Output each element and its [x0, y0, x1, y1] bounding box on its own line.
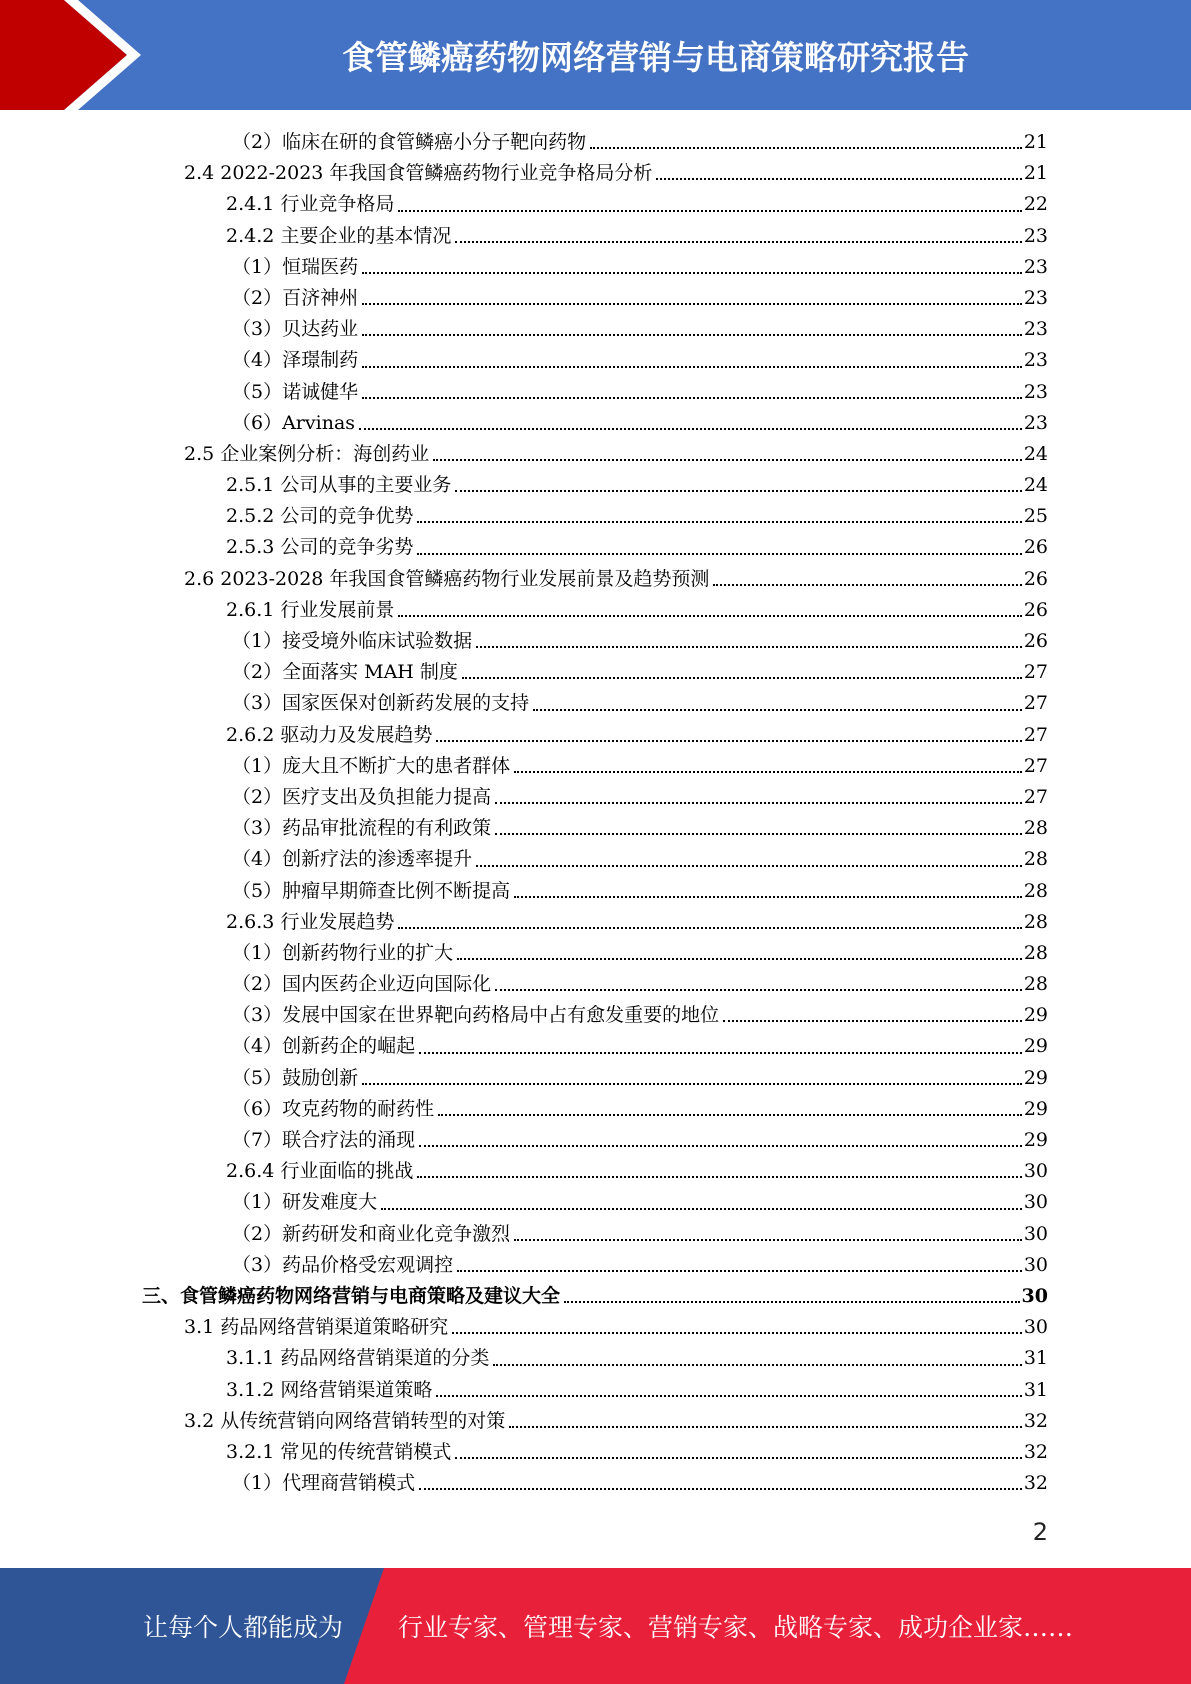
toc-dot-leader — [398, 615, 1021, 617]
toc-entry[interactable] — [0, 626, 1191, 657]
toc-dot-leader — [457, 958, 1022, 960]
toc-dot-leader — [713, 584, 1021, 586]
toc-entry-label: （3）发展中国家在世界靶向药格局中占有愈发重要的地位 — [232, 1004, 720, 1027]
toc-entry[interactable] — [0, 501, 1191, 532]
toc-entry-page: 27 — [1023, 692, 1048, 715]
toc-entry-page: 30 — [1023, 1316, 1048, 1339]
toc-dot-leader — [362, 397, 1022, 399]
toc-dot-leader — [514, 896, 1022, 898]
toc-entry-page: 30 — [1021, 1284, 1048, 1307]
toc-dot-leader — [436, 740, 1021, 742]
toc-entry-page: 29 — [1023, 1129, 1048, 1151]
toc-entry[interactable] — [0, 470, 1191, 501]
toc-entry-page: 30 — [1023, 1191, 1048, 1214]
toc-entry-label: （5）肿瘤早期筛查比例不断提高 — [232, 879, 511, 902]
toc-entry[interactable] — [0, 158, 1191, 189]
toc-dot-leader — [495, 833, 1022, 835]
toc-dot-leader — [656, 178, 1021, 180]
toc-entry-label: （7）联合疗法的涌现 — [232, 1129, 416, 1151]
toc-entry[interactable] — [0, 657, 1191, 688]
toc-dot-leader — [362, 366, 1022, 368]
toc-entry-page: 32 — [1023, 1440, 1048, 1463]
toc-entry[interactable] — [0, 189, 1191, 220]
toc-dot-leader — [495, 989, 1022, 991]
toc-entry-page: 24 — [1023, 442, 1048, 465]
toc-dot-leader — [436, 1395, 1021, 1397]
toc-entry[interactable] — [0, 532, 1191, 563]
toc-entry-label: （1）庞大且不断扩大的患者群体 — [232, 754, 511, 777]
toc-dot-leader — [433, 459, 1022, 461]
toc-entry-page: 27 — [1023, 661, 1048, 684]
toc-entry-page: 28 — [1023, 848, 1048, 871]
toc-dot-leader — [398, 927, 1021, 929]
toc-dot-leader — [359, 428, 1022, 430]
toc-entry-label: 2.4.2 主要企业的基本情况 — [226, 224, 452, 247]
toc-dot-leader — [590, 147, 1022, 149]
toc-entry-page: 21 — [1023, 131, 1048, 153]
toc-entry-label: （1）恒瑞医药 — [232, 255, 359, 278]
toc-dot-leader — [455, 490, 1021, 492]
toc-entry-label: （3）药品审批流程的有利政策 — [232, 817, 492, 840]
toc-dot-leader — [533, 709, 1022, 711]
page-footer — [0, 1568, 1191, 1684]
toc-entry[interactable] — [0, 1437, 1191, 1468]
toc-dot-leader — [362, 334, 1022, 336]
toc-entry-page: 30 — [1023, 1160, 1048, 1183]
toc-dot-leader — [438, 1114, 1022, 1116]
toc-entry[interactable] — [0, 813, 1191, 844]
toc-entry-label: 3.1.1 药品网络营销渠道的分类 — [226, 1347, 490, 1370]
toc-entry-label: （1）创新药物行业的扩大 — [232, 941, 454, 964]
toc-entry-page: 23 — [1023, 411, 1048, 434]
toc-entry-label: 2.5.1 公司从事的主要业务 — [226, 474, 452, 497]
toc-entry-label: 2.6.4 行业面临的挑战 — [226, 1160, 414, 1183]
toc-entry-label: （3）药品价格受宏观调控 — [232, 1253, 454, 1276]
toc-dot-leader — [493, 1364, 1021, 1366]
toc-entry-label: （1）代理商营销模式 — [232, 1472, 416, 1495]
toc-entry[interactable] — [0, 720, 1191, 751]
toc-entry-label: （4）泽璟制药 — [232, 349, 359, 372]
toc-entry[interactable] — [0, 751, 1191, 782]
report-title: 食管鳞癌药物网络营销与电商策略研究报告 — [342, 37, 969, 77]
toc-entry[interactable] — [0, 1281, 1191, 1312]
toc-entry-page: 26 — [1023, 630, 1048, 652]
toc-entry[interactable] — [0, 1343, 1191, 1374]
toc-entry[interactable] — [0, 1406, 1191, 1437]
toc-entry[interactable] — [0, 1375, 1191, 1406]
toc-entry-page: 25 — [1023, 505, 1048, 528]
toc-entry-label: 三、食管鳞癌药物网络营销与电商策略及建议大全 — [142, 1284, 561, 1307]
toc-entry[interactable] — [0, 1250, 1191, 1281]
toc-entry[interactable] — [0, 969, 1191, 1000]
toc-entry-page: 30 — [1023, 1253, 1048, 1276]
toc-entry[interactable] — [0, 1094, 1191, 1125]
toc-dot-leader — [362, 272, 1022, 274]
toc-dot-leader — [398, 210, 1021, 212]
toc-dot-leader — [455, 1457, 1021, 1459]
toc-entry[interactable] — [0, 1468, 1191, 1499]
toc-entry-page: 32 — [1023, 1472, 1048, 1495]
toc-entry-label: 2.6.3 行业发展趋势 — [226, 910, 395, 933]
toc-dot-leader — [419, 1488, 1022, 1490]
toc-entry[interactable] — [0, 439, 1191, 470]
toc-dot-leader — [514, 771, 1022, 773]
toc-entry-label: （2）医疗支出及负担能力提高 — [232, 785, 492, 808]
toc-entry-page: 23 — [1023, 380, 1048, 403]
toc-dot-leader — [509, 1426, 1022, 1428]
toc-entry-page: 28 — [1023, 910, 1048, 933]
toc-entry[interactable] — [0, 782, 1191, 813]
toc-entry[interactable] — [0, 1031, 1191, 1062]
toc-entry[interactable] — [0, 377, 1191, 408]
toc-dot-leader — [723, 1020, 1022, 1022]
toc-dot-leader — [495, 802, 1022, 804]
toc-entry-label: （2）全面落实 MAH 制度 — [232, 661, 458, 684]
toc-entry-page: 26 — [1023, 567, 1048, 590]
toc-entry-label: （4）创新疗法的渗透率提升 — [232, 848, 473, 871]
toc-entry-page: 29 — [1023, 1035, 1048, 1058]
toc-dot-leader — [462, 677, 1022, 679]
footer-slogan-right: 行业专家、管理专家、营销专家、战略专家、成功企业家…… — [398, 1613, 1074, 1642]
toc-entry-page: 27 — [1023, 785, 1048, 808]
toc-entry[interactable] — [0, 221, 1191, 252]
toc-entry[interactable] — [0, 127, 1191, 158]
toc-entry-page: 23 — [1023, 224, 1048, 247]
toc-entry-label: 2.6 2023-2028 年我国食管鳞癌药物行业发展前景及趋势预测 — [184, 567, 710, 590]
toc-dot-leader — [362, 1083, 1022, 1085]
toc-entry-page: 27 — [1023, 754, 1048, 777]
toc-dot-leader — [514, 1239, 1022, 1241]
toc-entry-label: 3.2.1 常见的传统营销模式 — [226, 1440, 452, 1463]
toc-entry-page: 23 — [1023, 349, 1048, 372]
toc-entry[interactable] — [0, 408, 1191, 439]
toc-entry-label: 3.2 从传统营销向网络营销转型的对策 — [184, 1409, 506, 1432]
toc-entry-page: 29 — [1023, 1066, 1048, 1089]
toc-entry-page: 22 — [1023, 193, 1048, 216]
toc-dot-leader — [476, 646, 1022, 648]
toc-entry[interactable] — [0, 688, 1191, 719]
toc-entry[interactable] — [0, 314, 1191, 345]
toc-entry-label: 2.5.2 公司的竞争优势 — [226, 505, 414, 528]
footer-slogan-left: 让每个人都能成为 — [143, 1613, 344, 1642]
toc-dot-leader — [455, 241, 1021, 243]
toc-entry-label: （2）新药研发和商业化竞争激烈 — [232, 1222, 511, 1245]
toc-dot-leader — [362, 303, 1022, 305]
toc-entry-label: （2）临床在研的食管鳞癌小分子靶向药物 — [232, 131, 587, 153]
toc-entry-page: 23 — [1023, 255, 1048, 278]
toc-entry-page: 26 — [1023, 598, 1048, 621]
toc-entry[interactable] — [0, 1187, 1191, 1218]
toc-entry-label: 2.4.1 行业竞争格局 — [226, 193, 395, 216]
toc-dot-leader — [419, 1052, 1022, 1054]
toc-dot-leader — [417, 1176, 1021, 1178]
toc-entry-label: 3.1 药品网络营销渠道策略研究 — [184, 1316, 449, 1339]
toc-entry-page: 29 — [1023, 1097, 1048, 1120]
toc-entry-page: 23 — [1023, 318, 1048, 341]
toc-dot-leader — [457, 1270, 1022, 1272]
toc-entry-label: 2.5.3 公司的竞争劣势 — [226, 536, 414, 559]
toc-entry-label: 2.6.1 行业发展前景 — [226, 598, 395, 621]
toc-entry-label: （2）国内医药企业迈向国际化 — [232, 973, 492, 996]
toc-entry-label: （3）国家医保对创新药发展的支持 — [232, 692, 530, 715]
toc-entry-page: 28 — [1023, 879, 1048, 902]
toc-dot-leader — [381, 1208, 1022, 1210]
toc-dot-leader — [564, 1301, 1020, 1303]
toc-entry[interactable] — [0, 283, 1191, 314]
toc-entry-page: 23 — [1023, 286, 1048, 309]
toc-entry-label: （1）研发难度大 — [232, 1191, 378, 1214]
toc-entry-label: （6）攻克药物的耐药性 — [232, 1097, 435, 1120]
toc-entry[interactable] — [0, 595, 1191, 626]
toc-entry[interactable] — [0, 1063, 1191, 1094]
table-of-contents — [0, 127, 1191, 1499]
toc-entry-label: （1）接受境外临床试验数据 — [232, 630, 473, 652]
header-arrow-decoration — [0, 0, 160, 110]
toc-entry[interactable] — [0, 1000, 1191, 1031]
toc-entry-page: 32 — [1023, 1409, 1048, 1432]
toc-entry[interactable] — [0, 844, 1191, 875]
toc-entry-page: 21 — [1023, 162, 1048, 185]
toc-entry-label: （2）百济神州 — [232, 286, 359, 309]
toc-entry[interactable] — [0, 1125, 1191, 1156]
page-header — [0, 0, 1191, 110]
toc-entry-page: 28 — [1023, 941, 1048, 964]
toc-entry-page: 29 — [1023, 1004, 1048, 1027]
toc-entry[interactable] — [0, 907, 1191, 938]
toc-entry-page: 26 — [1023, 536, 1048, 559]
toc-entry-label: 3.1.2 网络营销渠道策略 — [226, 1378, 433, 1401]
toc-entry-label: 2.5 企业案例分析：海创药业 — [184, 442, 430, 465]
toc-entry[interactable] — [0, 1219, 1191, 1250]
toc-dot-leader — [417, 521, 1021, 523]
page-number: 2 — [1032, 1518, 1048, 1546]
toc-entry-page: 28 — [1023, 973, 1048, 996]
toc-entry[interactable] — [0, 1312, 1191, 1343]
toc-entry-label: 2.6.2 驱动力及发展趋势 — [226, 723, 433, 746]
toc-entry[interactable] — [0, 252, 1191, 283]
toc-entry-label: （4）创新药企的崛起 — [232, 1035, 416, 1058]
toc-dot-leader — [476, 865, 1022, 867]
toc-entry[interactable] — [0, 345, 1191, 376]
toc-entry[interactable] — [0, 876, 1191, 907]
toc-entry[interactable] — [0, 1156, 1191, 1187]
toc-entry-label: （3）贝达药业 — [232, 318, 359, 341]
toc-entry-label: （6）Arvinas — [232, 411, 356, 434]
toc-entry-page: 30 — [1023, 1222, 1048, 1245]
toc-entry-label: （5）诺诚健华 — [232, 380, 359, 403]
toc-dot-leader — [419, 1145, 1022, 1147]
toc-entry-page: 31 — [1023, 1378, 1048, 1401]
toc-entry-page: 28 — [1023, 817, 1048, 840]
toc-dot-leader — [417, 553, 1021, 555]
toc-entry[interactable] — [0, 938, 1191, 969]
toc-entry-label: （5）鼓励创新 — [232, 1066, 359, 1089]
toc-entry-label: 2.4 2022-2023 年我国食管鳞癌药物行业竞争格局分析 — [184, 162, 653, 185]
toc-entry-page: 31 — [1023, 1347, 1048, 1370]
toc-entry-page: 24 — [1023, 474, 1048, 497]
toc-dot-leader — [452, 1332, 1022, 1334]
toc-entry-page: 27 — [1023, 723, 1048, 746]
toc-entry[interactable] — [0, 564, 1191, 595]
